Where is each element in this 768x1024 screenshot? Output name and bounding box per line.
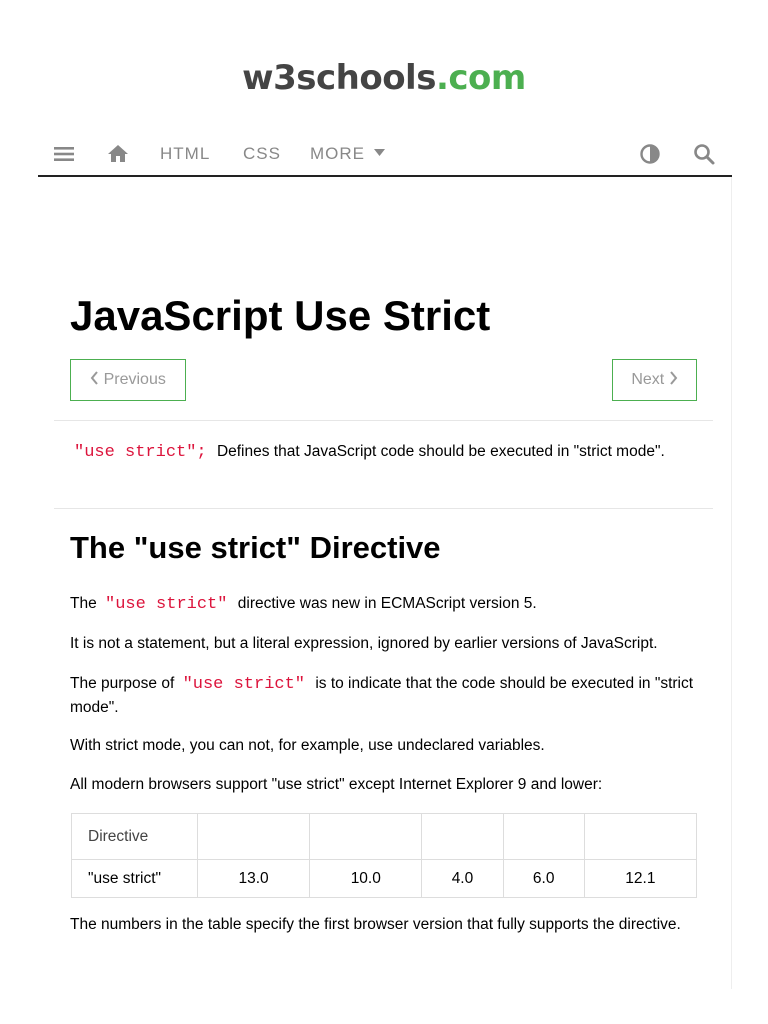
paragraph-1 — [70, 592, 710, 616]
paragraph-3 — [70, 672, 710, 719]
table-header-cell: Directive — [72, 814, 198, 860]
page-title: JavaScript Use Strict — [70, 292, 491, 339]
intro-code: "use strict"; — [74, 443, 207, 462]
paragraph-5: All modern browsers support "use strict" except Internet Explorer 9 and lower: — [70, 776, 603, 793]
previous-button[interactable] — [70, 359, 186, 401]
table-cell: 13.0 — [198, 860, 310, 898]
menu-icon[interactable] — [52, 142, 76, 166]
paragraph-4: With strict mode, you can not, for example, use undeclared variables. — [70, 737, 545, 754]
logo-com: .com — [435, 58, 526, 98]
contrast-icon[interactable] — [638, 142, 662, 166]
table-cell: 12.1 — [584, 860, 696, 898]
p3-code: "use strict" — [182, 675, 305, 694]
table-row — [72, 860, 697, 898]
nav-more[interactable] — [310, 143, 385, 165]
chevron-right-icon — [669, 371, 678, 385]
section-heading: The "use strict" Directive — [70, 530, 441, 565]
paragraph-6: The numbers in the table specify the first browser version that fully supports the directive. — [70, 916, 681, 933]
browser-support-table — [71, 813, 697, 898]
p1-code: "use strict" — [105, 595, 228, 614]
nav-css[interactable]: CSS — [243, 144, 281, 163]
table-header-cell — [310, 814, 422, 860]
p3-text-before: The purpose of — [70, 675, 175, 692]
previous-label: Previous — [103, 371, 166, 388]
search-icon[interactable] — [692, 142, 716, 166]
table-header-cell — [422, 814, 503, 860]
chevron-left-icon — [90, 371, 99, 385]
top-navbar — [38, 131, 732, 177]
divider — [54, 420, 713, 421]
intro-text: Defines that JavaScript code should be executed in "strict mode". — [216, 443, 665, 460]
next-button[interactable] — [612, 359, 697, 401]
caret-down-icon — [374, 149, 385, 157]
table-cell: 6.0 — [503, 860, 584, 898]
p3-text-after: is to indicate that the code should be executed in "strict mode". — [70, 675, 694, 716]
table-cell: "use strict" — [72, 860, 198, 898]
divider — [54, 508, 713, 509]
nav-more-label: MORE — [310, 144, 365, 163]
p1-text-after: directive was new in ECMAScript version 5. — [237, 595, 537, 612]
p1-text-before: The — [70, 595, 97, 612]
table-cell: 4.0 — [422, 860, 503, 898]
home-icon[interactable] — [106, 142, 130, 166]
nav-html[interactable]: HTML — [160, 144, 211, 163]
table-header-cell — [198, 814, 310, 860]
table-cell: 10.0 — [310, 860, 422, 898]
site-logo[interactable] — [0, 58, 768, 98]
table-header-row — [72, 814, 697, 860]
paragraph-2: It is not a statement, but a literal expression, ignored by earlier versions of JavaScript. — [70, 635, 658, 652]
next-label: Next — [631, 371, 665, 388]
logo-w3: w3schools — [242, 58, 436, 98]
content-right-border — [731, 177, 732, 989]
table-header-cell — [584, 814, 696, 860]
table-header-cell — [503, 814, 584, 860]
intro-note — [70, 440, 700, 464]
